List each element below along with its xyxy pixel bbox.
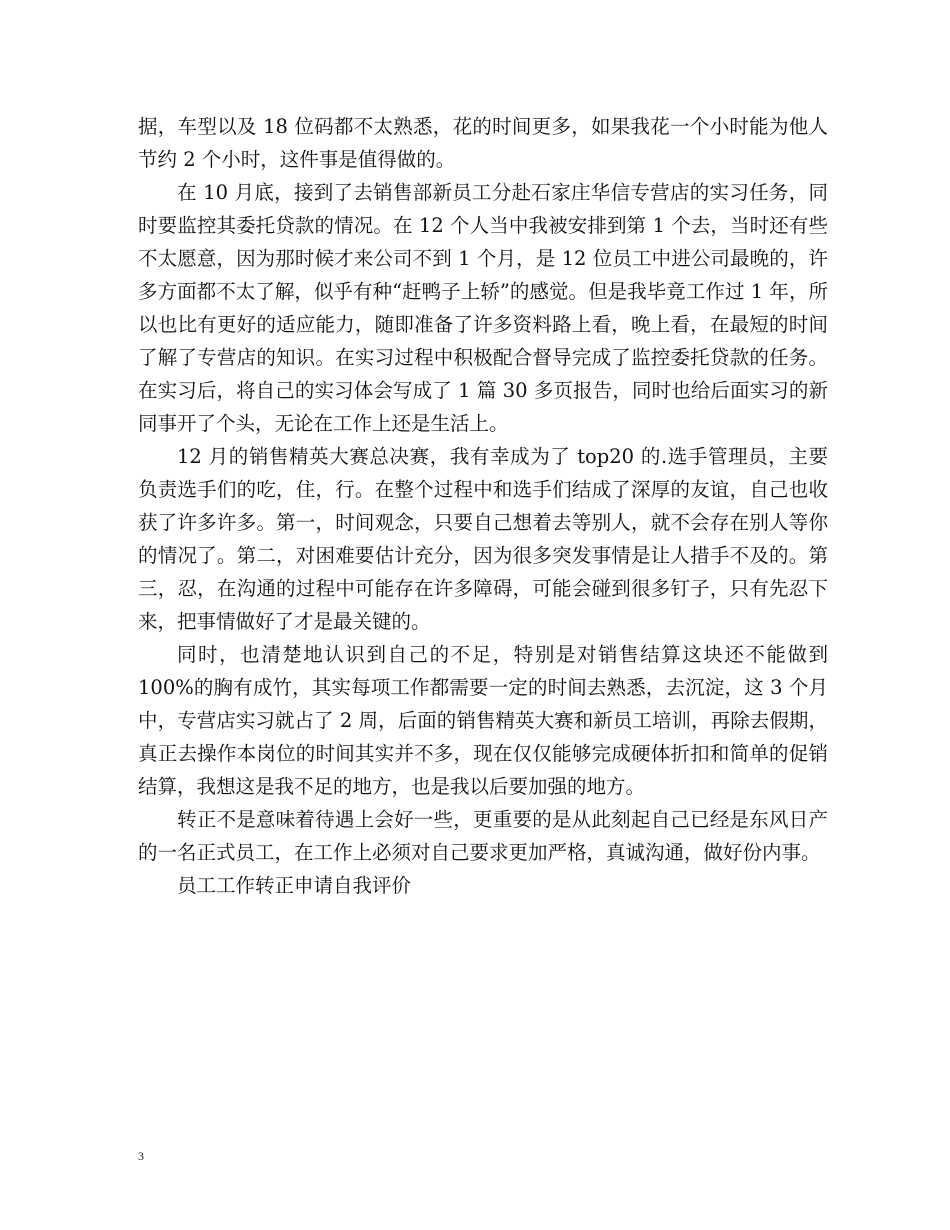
paragraph-sales-contest: 12 月的销售精英大赛总决赛，我有幸成为了 top20 的.选手管理员，主要负责选手们的吃，住，行。在整个过程中和选手们结成了深厚的友谊，自己也收获了许多许多。第一，时间观念，只要自己想着去等别人，就不会存在别人等你的情况了。第二，对困难要估计充分，因为很多突发事情是让人措手不及的。第三，忍，在沟通的过程中可能存在许多障碍，可能会碰到很多钉子，只有先忍下来，把事情做好了才是最关键的。 (138, 445, 828, 633)
paragraph-shortcomings: 同时，也清楚地认识到自己的不足，特别是对销售结算这块还不能做到 100%的胸有成竹，其实每项工作都需要一定的时间去熟悉，去沉淀，这 3 个月中，专营店实习就占了 2 周，后面的销售精英大赛和新员工培训，再除去假期，真正去操作本岗位的时间其实并不多，现在仅仅能够完成硬体折扣和简单的促销结算，我想这是我不足的地方，也是我以后要加强的地方。 (138, 643, 828, 798)
paragraph-internship: 在 10 月底，接到了去销售部新员工分赴石家庄华信专营店的实习任务，同时要监控其委托贷款的情况。在 12 个人当中我被安排到第 1 个去，当时还有些不太愿意，因为那时候才来公司不到 1 个月，是 12 位员工中进公司最晚的，许多方面都不太了解，似乎有种“赶鸭子上轿”的感觉。但是我毕竟工作过 1 年，所以也比有更好的适应能力，随即准备了许多资料路上看，晚上看，在最短的时间了解了专营店的知识。在实习过程中积极配合督导完成了监控委托贷款的任务。在实习后，将自己的实习体会写成了 1 篇 30 多页报告，同时也给后面实习的新同事开了个头，无论在工作上还是生活上。 (138, 181, 828, 435)
page-number: 3 (138, 1149, 144, 1163)
paragraph-continuation: 据，车型以及 18 位码都不太熟悉，花的时间更多，如果我花一个小时能为他人节约 2 个小时，这件事是值得做的。 (138, 115, 828, 171)
paragraph-conclusion: 转正不是意味着待遇上会好一些，更重要的是从此刻起自己已经是东风日产的一名正式员工，在工作上必须对自己要求更加严格，真诚沟通，做好份内事。 (138, 808, 828, 864)
section-heading: 员工工作转正申请自我评价 (177, 874, 412, 897)
document-body (138, 110, 828, 902)
